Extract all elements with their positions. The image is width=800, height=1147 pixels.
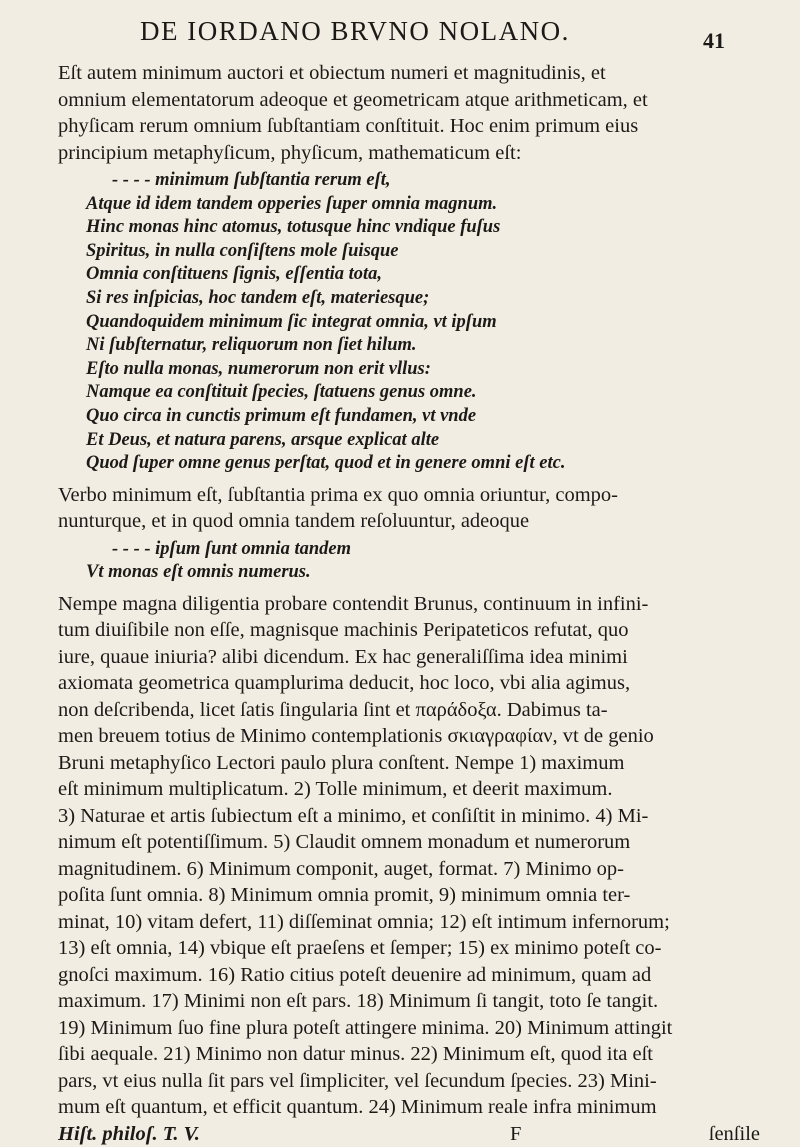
text-line: eſt minimum multiplicatum. 2) Tolle minimum, et deerit maximum.	[58, 778, 613, 801]
text-line: Bruni metaphyſico Lectori paulo plura conſtent. Nempe 1) maximum	[58, 751, 625, 774]
text-line: non deſcribenda, licet ſatis ſingularia ſint et παράδοξα. Dabimus ta-	[58, 698, 608, 721]
paragraph-2	[58, 482, 760, 535]
verse-line: - - - - minimum ſubſtantia rerum eſt,	[112, 170, 391, 190]
paragraph-1	[58, 60, 760, 166]
text-line: gnoſci maximum. 16) Ratio citius poteſt deuenire ad minimum, quam ad	[58, 963, 652, 986]
verse-line: Quod ſuper omne genus perſtat, quod et in genere omni eſt etc.	[86, 453, 566, 474]
text-line: ſibi aequale. 21) Minimo non datur minus. 22) Minimum eſt, quod ita eſt	[58, 1043, 653, 1066]
text-line: iure, quaue iniuria? alibi dicendum. Ex hac generaliſſima idea minimi	[58, 645, 628, 668]
verse-line: Omnia conſtituens ſignis, eſſentia tota,	[86, 264, 383, 285]
verse-line: Et Deus, et natura parens, arsque explicat alte	[86, 429, 440, 450]
verse-line: Spiritus, in nulla conſiſtens mole ſuisque	[86, 240, 399, 261]
text-line: mum eſt quantum, et efficit quantum. 24) Minimum reale infra minimum	[58, 1096, 657, 1119]
page-footer	[58, 1121, 760, 1147]
verse-line: Quo circa in cunctis primum eſt fundamen, vt vnde	[86, 405, 477, 426]
verse-line: Hinc monas hinc atomus, totusque hinc vndique fuſus	[86, 217, 501, 238]
verse-line: Eſto nulla monas, numerorum non erit vllus:	[86, 358, 431, 379]
text-line: minat, 10) vitam defert, 11) diſſeminat omnia; 12) eſt intimum infernorum;	[58, 910, 670, 933]
page-number: 41	[703, 28, 725, 53]
verse-line: Quandoquidem minimum ſic integrat omnia, vt ipſum	[86, 311, 497, 332]
verse-line: Namque ea conſtituit ſpecies, ſtatuens genus omne.	[86, 382, 477, 403]
text-line: 19) Minimum ſuo fine plura poteſt attingere minima. 20) Minimum attingit	[58, 1016, 673, 1039]
running-title: DE IORDANO BRVNO NOLANO.	[140, 16, 570, 46]
text-line: pars, vt eius nulla ſit pars vel ſimpliciter, vel ſecundum ſpecies. 23) Mini-	[58, 1069, 657, 1092]
text-line: tum diuiſibile non eſſe, magnisque machinis Peripateticos refutat, quo	[58, 619, 629, 642]
page-header	[0, 8, 800, 52]
text-line: Verbo minimum eſt, ſubſtantia prima ex quo omnia oriuntur, compo-	[58, 483, 618, 506]
text-line: nimum eſt potentiſſimum. 5) Claudit omnem monadum et numerorum	[58, 831, 631, 854]
catchword: ſenſile	[708, 1122, 760, 1145]
text-line: nunturque, et in quod omnia tandem reſoluuntur, adeoque	[58, 510, 530, 533]
text-line: principium metaphyſicum, phyſicum, mathematicum eſt:	[58, 141, 522, 164]
text-line: axiomata geometrica quamplurima deducit, hoc loco, vbi alia agimus,	[58, 672, 631, 695]
verse-line: Vt monas eſt omnis numerus.	[86, 562, 311, 583]
verse-line: Si res inſpicias, hoc tandem eſt, materiesque;	[86, 287, 430, 308]
text-line: Eſt autem minimum auctori et obiectum numeri et magnitudinis, et	[58, 62, 606, 84]
text-line: magnitudinem. 6) Minimum componit, auget, format. 7) Minimo op-	[58, 857, 624, 880]
signature-mark: F	[510, 1122, 522, 1145]
text-line: poſita ſunt omnia. 8) Minimum omnia promit, 9) minimum omnia ter-	[58, 884, 631, 907]
text-line: maximum. 17) Minimi non eſt pars. 18) Minimum ſi tangit, toto ſe tangit.	[58, 990, 659, 1013]
verse-quotation-1	[86, 169, 760, 476]
body-text	[58, 60, 760, 1147]
text-line: men breuem totius de Minimo contemplationis σκιαγραφίαν, vt de genio	[58, 725, 654, 748]
verse-line: Atque id idem tandem opperies ſuper omnia magnum.	[86, 193, 498, 214]
verse-line: Ni ſubſternatur, reliquorum non ſiet hilum.	[86, 335, 417, 356]
footer-source-reference: Hiſt. philoſ. T. V.	[58, 1122, 200, 1145]
text-line: 13) eſt omnia, 14) vbique eſt praeſens et ſemper; 15) ex minimo poteſt co-	[58, 937, 662, 960]
paragraph-3	[58, 591, 760, 1121]
text-line: phyſicam rerum omnium ſubſtantiam conſtituit. Hoc enim primum eius	[58, 115, 639, 137]
verse-line: - - - - ipſum ſunt omnia tandem	[112, 538, 351, 559]
text-line: 3) Naturae et artis ſubiectum eſt a minimo, et conſiſtit in minimo. 4) Mi-	[58, 804, 649, 827]
verse-quotation-2	[86, 538, 760, 585]
text-line: omnium elementatorum adeoque et geometricam atque arithmeticam, et	[58, 88, 648, 111]
text-line: Nempe magna diligentia probare contendit Brunus, continuum in infini-	[58, 592, 649, 615]
